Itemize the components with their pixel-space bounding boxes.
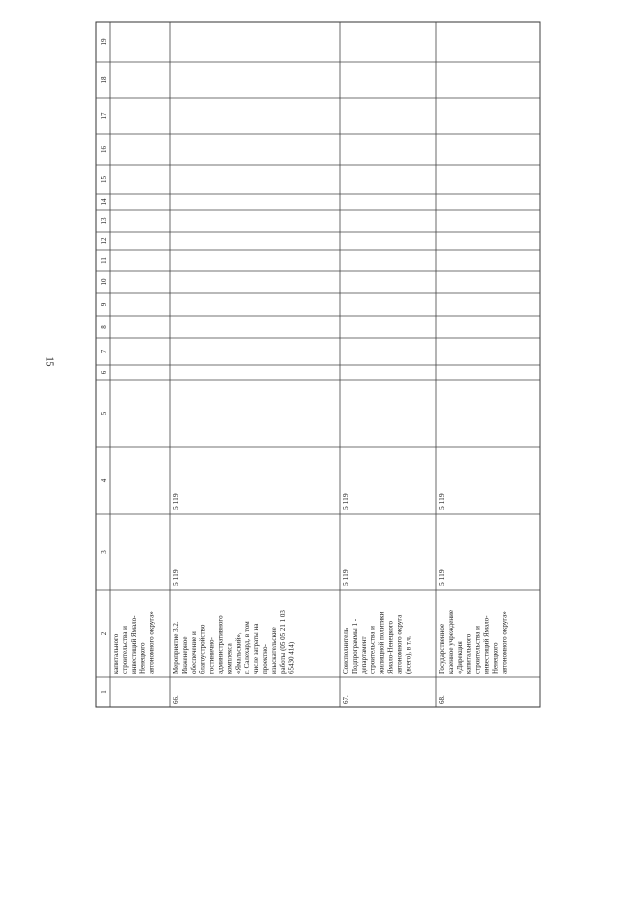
row-name-line: благоустройство	[198, 624, 207, 674]
row-name-line: Соисполнитель	[342, 627, 350, 674]
row-name-line: работы (05 05 21 1 03	[278, 610, 287, 674]
column-header: 12	[100, 237, 108, 245]
row-name-line: капитального	[112, 633, 120, 674]
column-header: 15	[100, 176, 108, 183]
column-header: 7	[100, 349, 108, 354]
row-name-line: Мероприятие 3.2.	[172, 621, 180, 674]
column-header: 14	[100, 198, 108, 206]
column-header: 4	[100, 478, 108, 483]
row-name-line: департамент	[359, 636, 368, 674]
value-col-4: 5 119	[171, 493, 180, 510]
column-header: 5	[100, 411, 108, 416]
value-col-3: 5 119	[171, 569, 180, 586]
row-name-line: строительства и	[473, 626, 482, 674]
row-number: 66.	[172, 695, 180, 704]
row-name-line: инвестиций Ямало-	[129, 615, 138, 674]
row-name-line: обеспечение и	[189, 631, 198, 674]
column-header: 6	[100, 370, 108, 375]
row-name-line: (всего), в т.ч.	[404, 635, 413, 674]
column-header: 10	[100, 278, 108, 286]
column-header: 16	[100, 146, 108, 153]
row-name-line: гостинично-	[207, 637, 216, 674]
row-name-line: казенное учреждение	[446, 610, 455, 674]
value-col-3: 5 119	[341, 569, 350, 586]
value-col-4: 5 119	[341, 493, 350, 510]
row-name-line: автономного округа	[395, 614, 404, 674]
row-name-line: Ненецкого	[138, 642, 147, 674]
row-number: 68.	[438, 695, 446, 704]
row-name-line: «Ямальский»,	[234, 632, 243, 674]
row-name-line: Ямало-Ненецкого	[386, 620, 395, 674]
column-header: 9	[100, 302, 108, 307]
column-header: 13	[100, 217, 108, 225]
row-name-line: административного	[216, 615, 225, 674]
row-name-line: изыскательские	[269, 627, 278, 674]
column-header: 2	[100, 631, 108, 636]
value-col-3: 5 119	[437, 569, 446, 586]
column-header: 19	[100, 38, 108, 46]
row-name-line: комплекса	[225, 643, 234, 674]
row-number: 67.	[342, 695, 350, 704]
row-name-line: автономного округа»	[500, 611, 509, 674]
row-name-line: проектно-	[261, 644, 269, 674]
row-name-line: числе затраты на	[252, 623, 261, 674]
row-name-line: Ненецкого	[491, 642, 500, 674]
column-header: 1	[100, 690, 108, 694]
column-header: 18	[100, 76, 108, 84]
row-name-line: капитального	[464, 633, 473, 674]
value-col-4: 5 119	[437, 493, 446, 510]
row-name-line: «Дирекция	[455, 641, 464, 674]
row-name-line: 65430 414)	[287, 641, 296, 674]
column-header: 17	[100, 112, 108, 120]
row-name-line: строительства и	[368, 626, 377, 674]
row-name-line: Подпрограммы 1 -	[350, 618, 359, 674]
row-name-line: г. Салехард, в том	[243, 621, 252, 674]
row-name-line: жилищной политики	[377, 611, 386, 674]
row-name-line: автономного округа»	[147, 611, 156, 674]
column-header: 3	[100, 550, 108, 554]
row-name-line: строительства и	[120, 626, 129, 674]
row-name-line: инвестиций Ямало-	[482, 615, 491, 674]
row-name-line: Государственное	[438, 623, 446, 674]
page-number: 15	[43, 356, 55, 367]
row-name-line: Инженерное	[180, 636, 189, 674]
table-border	[96, 22, 540, 707]
column-header: 11	[100, 257, 108, 264]
column-header: 8	[100, 325, 108, 329]
